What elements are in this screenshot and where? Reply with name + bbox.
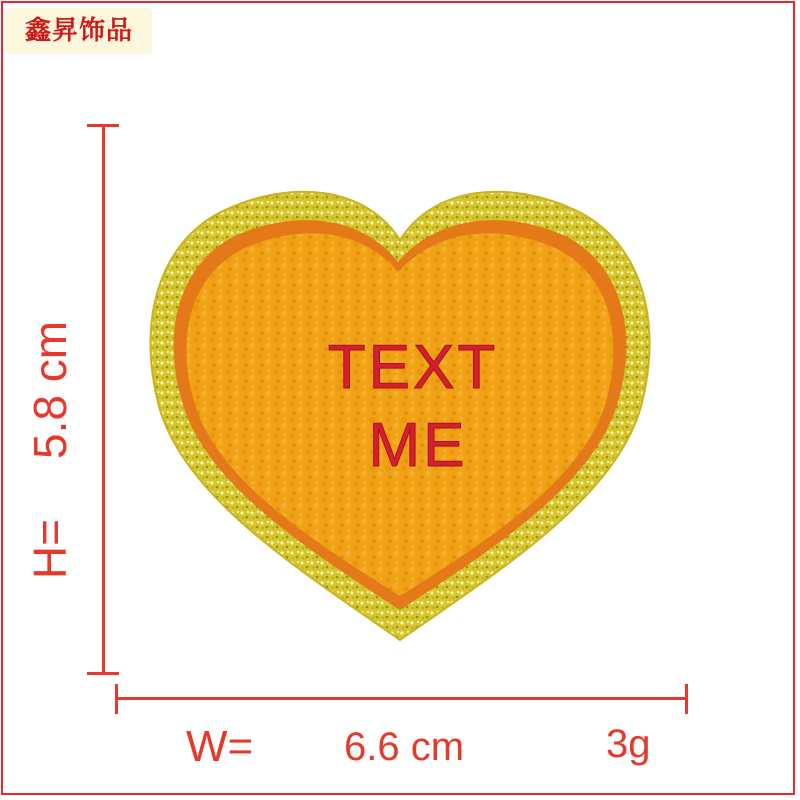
patch-text-line2: ME [368,411,468,480]
height-prefix: H= [24,518,76,580]
height-value: 5.8 cm [24,320,76,459]
patch-text-line1: TEXT [327,333,499,402]
width-value: 6.6 cm [344,725,465,769]
brand-logo: 鑫昇饰品 [6,8,152,54]
weight-label: 3g [606,722,651,766]
width-prefix: W= [186,722,254,771]
